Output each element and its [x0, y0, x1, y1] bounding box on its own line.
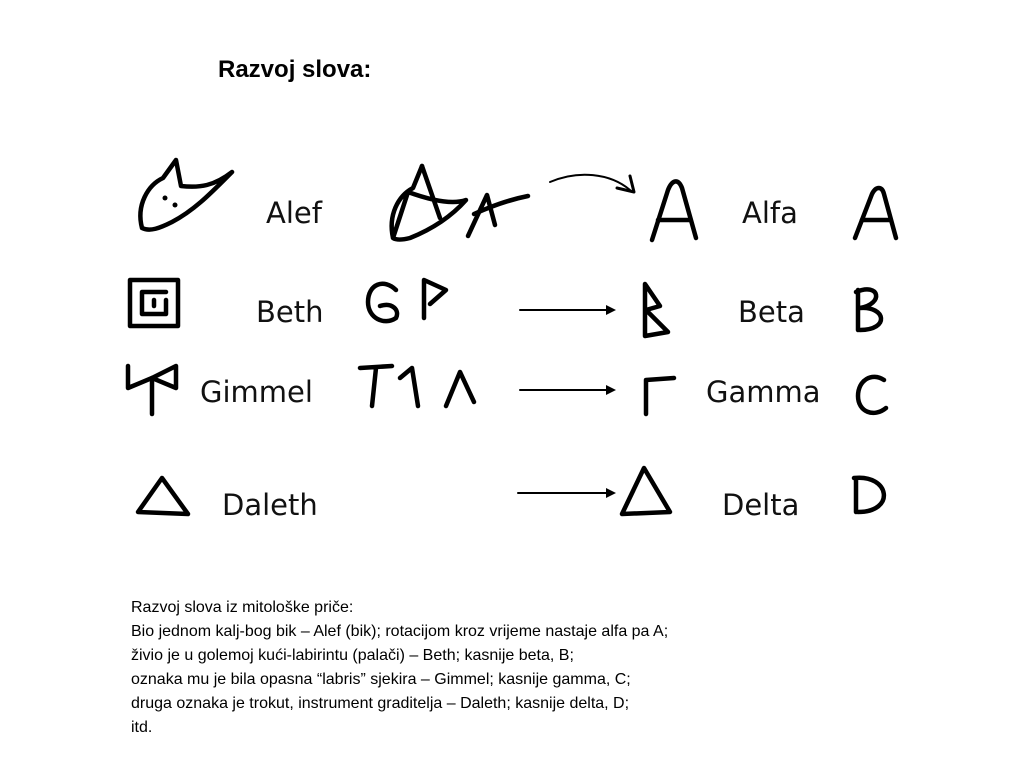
latin-d-glyph-icon	[854, 478, 884, 512]
early-greek-a-glyph-icon	[652, 181, 696, 240]
caption-line: Razvoj slova iz mitološke priče:	[131, 599, 354, 616]
arrow-right-icon	[520, 305, 616, 315]
triangle-glyph-icon	[138, 478, 188, 514]
greek-name-beta: Beta	[738, 295, 805, 329]
greek-name-delta: Delta	[722, 488, 800, 522]
early-beth-glyph-icon	[368, 280, 446, 321]
rotated-ox-head-glyph-icon	[392, 166, 466, 240]
latin-a-glyph-icon	[855, 188, 896, 238]
semitic-name-alef: Alef	[266, 196, 322, 230]
early-greek-beta-glyph-icon	[645, 284, 668, 336]
ox-head-glyph-icon	[140, 160, 232, 230]
caption-text	[131, 596, 991, 740]
labrys-axe-glyph-icon	[128, 366, 176, 414]
early-gimmel-glyph-icon	[360, 366, 474, 406]
caption-line: itd.	[131, 719, 153, 736]
latin-b-glyph-icon	[856, 289, 881, 330]
caption-line: oznaka mu je bila opasna “labris” sjekira – Gimmel; kasnije gamma, C;	[131, 671, 631, 688]
semitic-name-daleth: Daleth	[222, 488, 318, 522]
arrow-right-icon	[520, 385, 616, 395]
slide-title: Razvoj slova:	[218, 56, 372, 83]
early-greek-gamma-glyph-icon	[646, 378, 674, 414]
greek-name-gamma: Gamma	[706, 375, 821, 409]
latin-c-glyph-icon	[858, 377, 886, 413]
greek-name-alfa: Alfa	[742, 196, 798, 230]
caption-line: Bio jednom kalj-bog bik – Alef (bik); rotacijom kroz vrijeme nastaje alfa pa A;	[131, 623, 669, 640]
semitic-name-gimmel: Gimmel	[200, 375, 313, 409]
semitic-name-beth: Beth	[256, 295, 324, 329]
caption-line: živio je u golemoj kući-labirintu (palači) – Beth; kasnije beta, B;	[131, 647, 574, 664]
arrow-right-icon	[518, 488, 616, 498]
greek-delta-glyph-icon	[622, 468, 670, 514]
curved-arrow-icon	[550, 175, 634, 192]
house-glyph-icon	[130, 280, 178, 326]
early-alef-glyph-icon	[468, 195, 528, 236]
caption-line: druga oznaka je trokut, instrument graditelja – Daleth; kasnije delta, D;	[131, 695, 630, 712]
